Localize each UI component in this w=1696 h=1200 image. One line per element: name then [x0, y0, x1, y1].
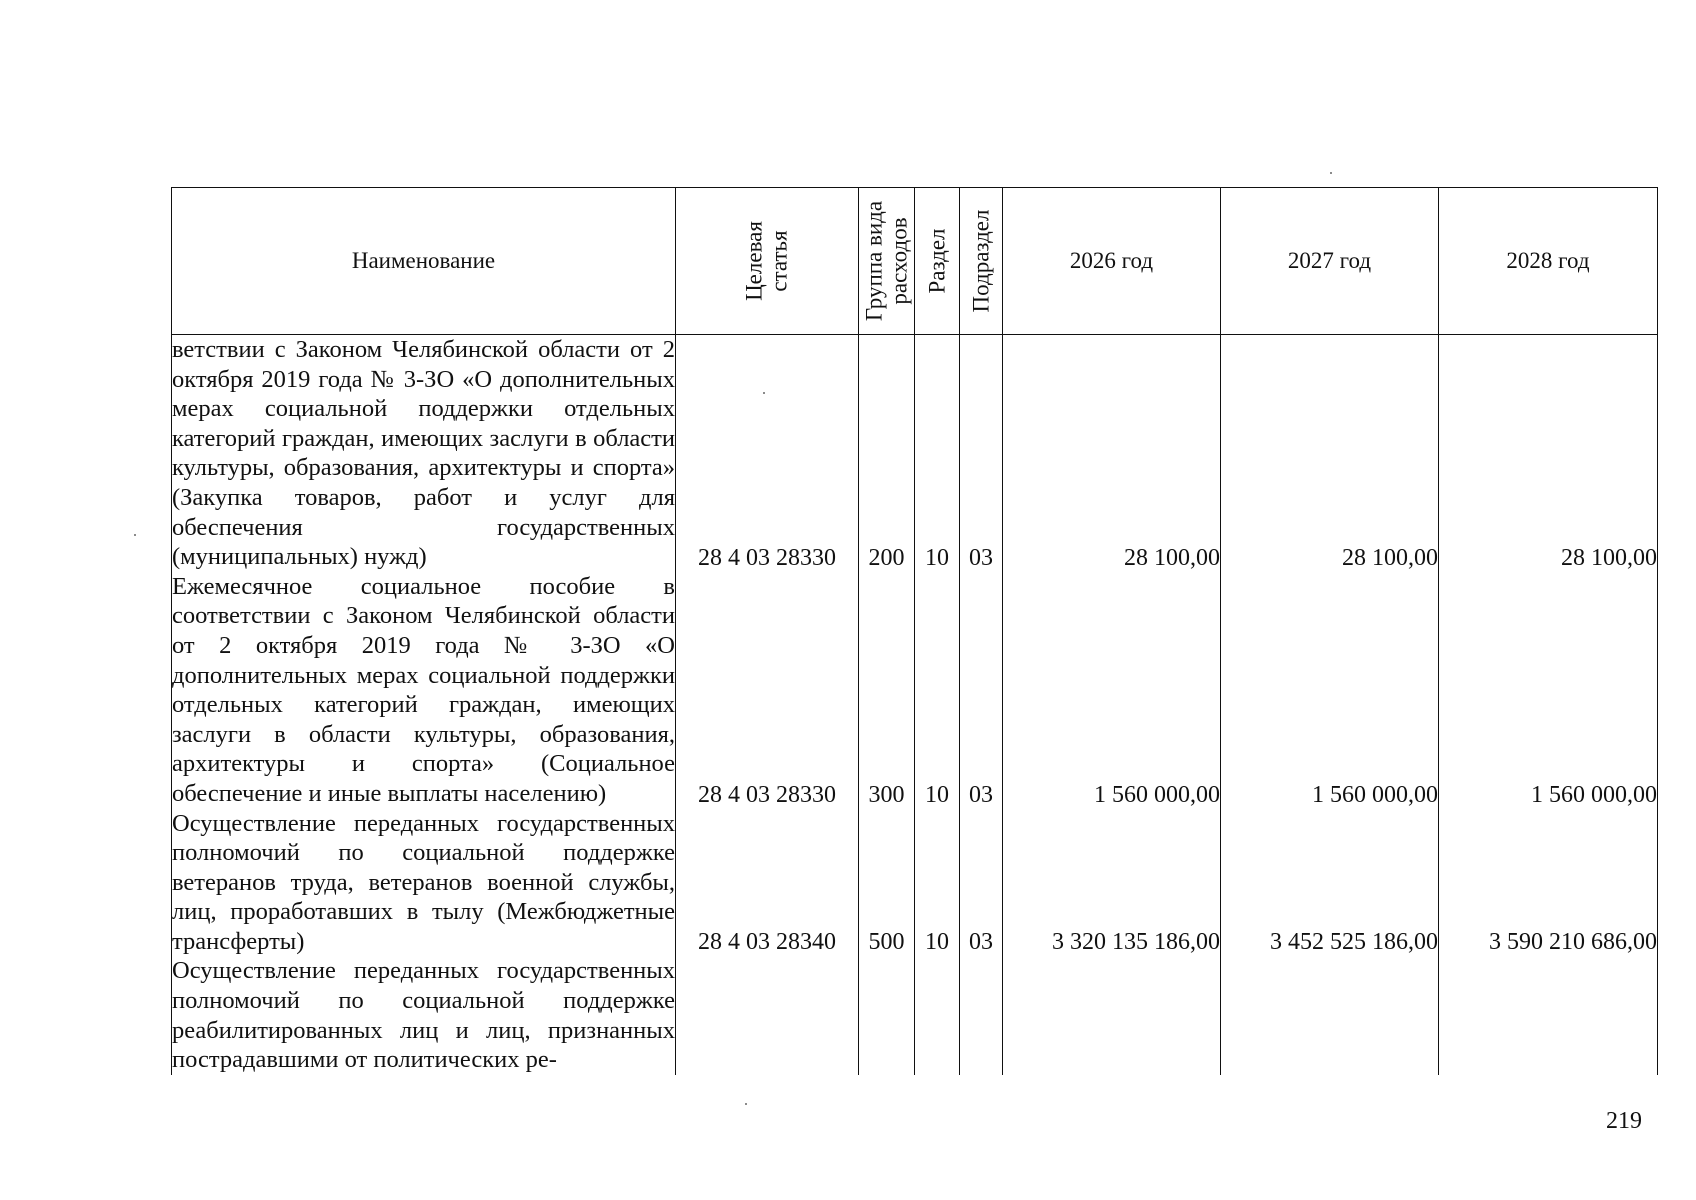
row-name: Осуществление переданных государственных полномочий по социальной поддержке ветеранов труда, ветеранов военной службы, лиц, проработавших в тылу (Межбюджетные трансферты)	[172, 809, 675, 955]
table-row	[172, 809, 1658, 957]
header-group-line1: Группа вида	[861, 200, 887, 322]
header-year-2028: 2028 год	[1439, 188, 1658, 335]
row-expense-group: 500	[859, 809, 915, 957]
table-row	[172, 335, 1658, 572]
row-target-article: 28 4 03 28330	[676, 572, 859, 809]
scan-speck	[134, 534, 136, 536]
row-expense-group: 200	[859, 335, 915, 572]
row-amount-2028: 3 590 210 686,00	[1439, 809, 1658, 957]
header-subsection	[960, 188, 1003, 335]
row-amount-2027: 3 452 525 186,00	[1221, 809, 1439, 957]
header-year-2027: 2027 год	[1221, 188, 1439, 335]
header-section	[915, 188, 960, 335]
scan-speck	[745, 1103, 747, 1105]
table-row	[172, 572, 1658, 809]
row-subsection: 03	[960, 809, 1003, 957]
row-subsection: 03	[960, 572, 1003, 809]
header-target-article	[676, 188, 859, 335]
table-row	[172, 956, 1658, 1074]
row-amount-2028: 1 560 000,00	[1439, 572, 1658, 809]
row-amount-2028	[1439, 956, 1658, 1074]
header-year-2026: 2026 год	[1003, 188, 1221, 335]
budget-table	[171, 187, 1658, 1075]
row-amount-2026: 1 560 000,00	[1003, 572, 1221, 809]
row-amount-2027: 1 560 000,00	[1221, 572, 1439, 809]
table-header-row	[172, 188, 1658, 335]
row-target-article	[676, 956, 859, 1074]
row-name: Осуществление переданных государственных полномочий по социальной поддержке реабилитированных лиц и лиц, признанных пострадавшими от политических ре-	[172, 957, 675, 1074]
row-amount-2028: 28 100,00	[1439, 335, 1658, 572]
row-section: 10	[915, 809, 960, 957]
row-amount-2027	[1221, 956, 1439, 1074]
header-expense-group	[859, 188, 915, 335]
row-subsection	[960, 956, 1003, 1074]
row-amount-2026	[1003, 956, 1221, 1074]
row-section: 10	[915, 335, 960, 572]
row-name: Ежемесячное социальное пособие в соответствии с Законом Челябинской области от 2 октября 2019 года № 3-ЗО «О дополнительных мерах социальной поддержки отдельных категорий граждан, имеющих заслуги в области культуры, образования, архитектуры и спорта» (Социальное обеспечение и иные выплаты населению)	[172, 572, 675, 807]
row-section: 10	[915, 572, 960, 809]
scan-speck	[1330, 172, 1332, 174]
row-name: ветствии с Законом Челябинской области от 2 октября 2019 года № 3-ЗО «О дополнительных мерах социальной поддержки отдельных категорий граждан, имеющих заслуги в области культуры, образования, архитектуры и спорта» (Закупка товаров, работ и услуг для обеспечения государственных (муниципальных) нужд)	[172, 336, 675, 571]
row-amount-2027: 28 100,00	[1221, 335, 1439, 572]
row-subsection: 03	[960, 335, 1003, 572]
header-target-line1: Целевая	[741, 221, 767, 301]
header-group-line2: расходов	[886, 217, 912, 305]
row-amount-2026: 28 100,00	[1003, 335, 1221, 572]
header-section-text: Раздел	[924, 228, 950, 294]
row-amount-2026: 3 320 135 186,00	[1003, 809, 1221, 957]
header-target-line2: статья	[767, 230, 792, 292]
row-expense-group: 300	[859, 572, 915, 809]
scan-speck	[763, 392, 765, 394]
row-target-article: 28 4 03 28330	[676, 335, 859, 572]
row-section	[915, 956, 960, 1074]
header-subsection-text: Подраздел	[968, 209, 994, 313]
row-expense-group	[859, 956, 915, 1074]
row-target-article: 28 4 03 28340	[676, 809, 859, 957]
page-number: 219	[1606, 1108, 1642, 1134]
header-name: Наименование	[172, 188, 676, 335]
